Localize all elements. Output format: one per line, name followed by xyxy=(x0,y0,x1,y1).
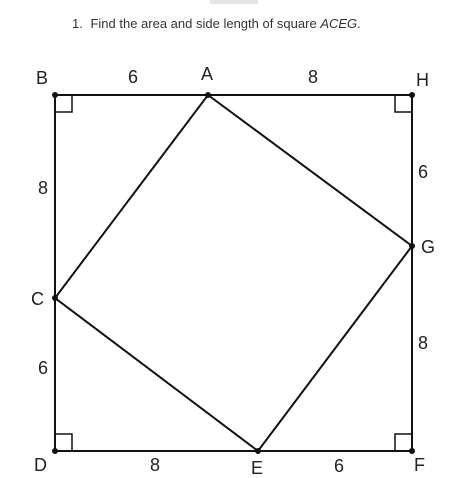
point-label-e: E xyxy=(251,458,264,478)
vertex-dot-c xyxy=(52,295,58,301)
point-label-h: H xyxy=(416,70,429,90)
right-angle-mark-h xyxy=(395,95,412,112)
vertex-dot-d xyxy=(52,448,58,454)
problem-text: Find the area and side length of square xyxy=(90,16,317,31)
point-label-f: F xyxy=(414,455,425,475)
length-label-ba: 6 xyxy=(128,67,139,87)
inner-square-aceg xyxy=(55,95,412,451)
length-label-ed: 8 xyxy=(150,455,161,475)
length-label-cb: 8 xyxy=(38,178,49,198)
right-angle-mark-d xyxy=(55,434,72,451)
point-label-a: A xyxy=(201,64,214,84)
length-label-ah: 8 xyxy=(308,67,319,87)
vertex-dot-g xyxy=(409,243,415,249)
problem-number: 1. xyxy=(72,16,83,31)
outer-square-bdfh xyxy=(55,95,412,451)
point-label-d: D xyxy=(34,455,47,475)
point-label-c: C xyxy=(31,289,44,309)
length-label-gf: 8 xyxy=(418,333,429,353)
right-angle-mark-b xyxy=(55,95,72,112)
length-label-fe: 6 xyxy=(334,456,345,476)
right-angle-mark-f xyxy=(395,434,412,451)
square-name: ACEG xyxy=(320,16,358,31)
vertex-dot-f xyxy=(409,448,415,454)
point-label-g: G xyxy=(421,237,436,257)
vertex-dot-b xyxy=(52,92,58,98)
vertex-dot-a xyxy=(205,92,211,98)
problem-period: . xyxy=(357,16,361,31)
vertex-dot-e xyxy=(255,448,261,454)
vertex-dot-h xyxy=(409,92,415,98)
length-label-dc: 6 xyxy=(38,358,49,378)
point-label-b: B xyxy=(36,68,49,88)
length-label-hg: 6 xyxy=(418,162,429,182)
